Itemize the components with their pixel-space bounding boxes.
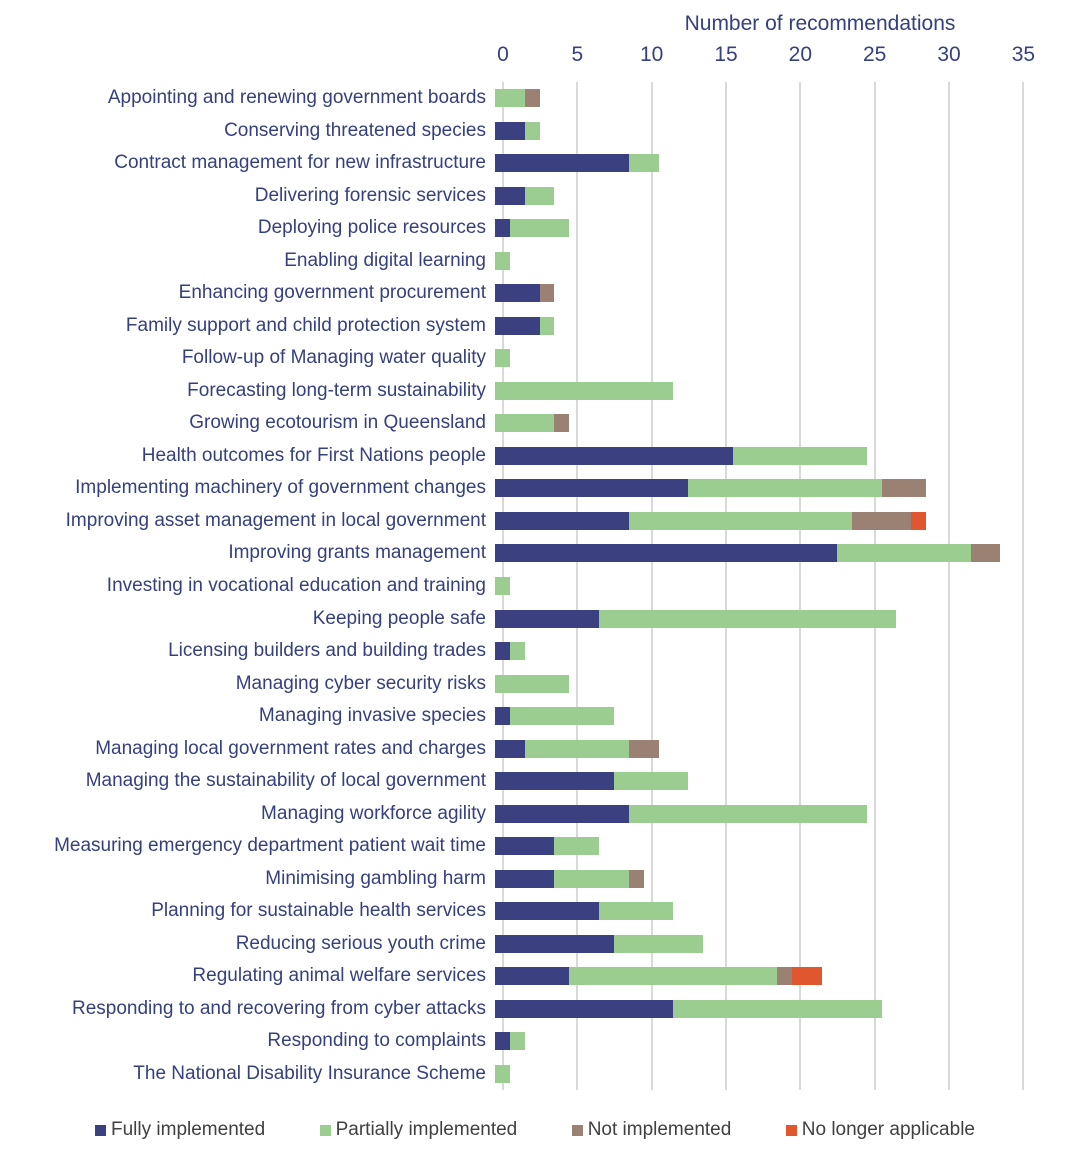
bar-segment-partially-implemented xyxy=(629,154,659,172)
chart-row xyxy=(0,147,1035,180)
bar-segment-partially-implemented xyxy=(525,740,629,758)
bar-track xyxy=(495,382,1035,400)
bar-segment-not-implemented xyxy=(629,870,644,888)
bar-segment-partially-implemented xyxy=(629,512,852,530)
chart-row xyxy=(0,927,1035,960)
chart-row xyxy=(0,245,1035,278)
chart-row xyxy=(0,537,1035,570)
row-label: Responding to and recovering from cyber attacks xyxy=(72,997,486,1019)
bar-segment-fully-implemented xyxy=(495,902,599,920)
row-label: Regulating animal welfare services xyxy=(192,965,486,987)
bar-segment-no-longer-applicable xyxy=(911,512,926,530)
bar-segment-fully-implemented xyxy=(495,219,510,237)
row-label: Responding to complaints xyxy=(267,1030,486,1052)
legend-label: Not implemented xyxy=(587,1119,732,1140)
chart-row xyxy=(0,212,1035,245)
bar-segment-partially-implemented xyxy=(525,187,555,205)
x-axis-tick-label: 15 xyxy=(714,43,738,66)
bar-track xyxy=(495,154,1035,172)
bar-segment-partially-implemented xyxy=(495,675,569,693)
legend-marker xyxy=(786,1125,797,1136)
bar-track xyxy=(495,349,1035,367)
bar-segment-fully-implemented xyxy=(495,740,525,758)
bar-segment-fully-implemented xyxy=(495,935,614,953)
chart-row xyxy=(0,1057,1035,1090)
bar-track xyxy=(495,772,1035,790)
bar-track xyxy=(495,740,1035,758)
bar-segment-not-implemented xyxy=(971,544,1001,562)
bar-track xyxy=(495,837,1035,855)
chart-row xyxy=(0,505,1035,538)
bar-track xyxy=(495,805,1035,823)
legend xyxy=(95,1119,975,1141)
bar-segment-fully-implemented xyxy=(495,1032,510,1050)
x-axis-tick-label: 20 xyxy=(788,43,813,66)
bar-track xyxy=(495,935,1035,953)
legend-marker xyxy=(572,1125,583,1136)
legend-marker xyxy=(320,1125,331,1136)
chart-row xyxy=(0,310,1035,343)
x-axis-tick-label: 25 xyxy=(863,43,887,66)
bar-segment-not-implemented xyxy=(777,967,792,985)
bar-segment-not-implemented xyxy=(629,740,659,758)
chart-row xyxy=(0,180,1035,213)
row-label: Improving asset management in local government xyxy=(65,509,486,531)
row-label: Keeping people safe xyxy=(312,607,486,629)
bar-segment-fully-implemented xyxy=(495,122,525,140)
legend-item xyxy=(95,1119,265,1141)
row-label: Delivering forensic services xyxy=(254,184,486,206)
bar-segment-partially-implemented xyxy=(569,967,777,985)
chart-row xyxy=(0,82,1035,115)
rows xyxy=(0,82,1035,1090)
x-axis-tick-label: 5 xyxy=(571,43,584,66)
chart-row xyxy=(0,602,1035,635)
bar-segment-partially-implemented xyxy=(837,544,971,562)
bar-segment-fully-implemented xyxy=(495,610,599,628)
bar-track xyxy=(495,252,1035,270)
row-label: Family support and child protection system xyxy=(125,314,486,336)
row-label: Follow-up of Managing water quality xyxy=(181,347,486,369)
x-axis-tick-label: 35 xyxy=(1011,43,1036,66)
chart-row xyxy=(0,115,1035,148)
row-label: Forecasting long-term sustainability xyxy=(187,379,486,401)
row-label: Managing invasive species xyxy=(258,705,486,727)
row-label: The National Disability Insurance Scheme xyxy=(133,1062,486,1084)
bar-segment-partially-implemented xyxy=(540,317,555,335)
chart-row xyxy=(0,667,1035,700)
chart-row xyxy=(0,635,1035,668)
legend-item xyxy=(320,1119,518,1141)
bar-segment-partially-implemented xyxy=(495,577,510,595)
x-axis xyxy=(0,43,1072,69)
chart-row xyxy=(0,992,1035,1025)
bar-segment-fully-implemented xyxy=(495,284,540,302)
legend-item xyxy=(572,1119,732,1141)
bar-segment-not-implemented xyxy=(852,512,911,530)
bar-track xyxy=(495,1065,1035,1083)
bar-segment-partially-implemented xyxy=(629,805,867,823)
bar-track xyxy=(495,317,1035,335)
bar-segment-fully-implemented xyxy=(495,544,837,562)
row-label: Managing cyber security risks xyxy=(235,672,486,694)
bar-segment-fully-implemented xyxy=(495,837,554,855)
chart-row xyxy=(0,440,1035,473)
bar-segment-fully-implemented xyxy=(495,479,688,497)
bar-segment-partially-implemented xyxy=(510,642,525,660)
bar-segment-not-implemented xyxy=(882,479,927,497)
legend-label: Partially implemented xyxy=(335,1119,518,1140)
x-axis-tick-label: 30 xyxy=(937,43,961,66)
bar-segment-fully-implemented xyxy=(495,642,510,660)
row-label: Conserving threatened species xyxy=(224,119,486,141)
legend-label: Fully implemented xyxy=(111,1119,266,1140)
chart-row xyxy=(0,1025,1035,1058)
axis-title: Number of recommendations xyxy=(684,12,956,35)
chart-row xyxy=(0,862,1035,895)
row-label: Implementing machinery of government changes xyxy=(75,477,486,499)
bar-track xyxy=(495,1032,1035,1050)
row-label: Managing local government rates and charges xyxy=(95,737,486,759)
row-label: Growing ecotourism in Queensland xyxy=(189,412,486,434)
bar-segment-fully-implemented xyxy=(495,317,540,335)
x-axis-tick-label: 10 xyxy=(639,43,664,66)
chart-row xyxy=(0,407,1035,440)
bar-track xyxy=(495,512,1035,530)
bar-segment-partially-implemented xyxy=(525,122,540,140)
chart-row xyxy=(0,895,1035,928)
chart-row xyxy=(0,830,1035,863)
chart-row xyxy=(0,700,1035,733)
bar-segment-no-longer-applicable xyxy=(792,967,822,985)
legend-label: No longer applicable xyxy=(801,1119,975,1140)
bar-track xyxy=(495,1000,1035,1018)
bar-segment-partially-implemented xyxy=(495,349,510,367)
bar-segment-fully-implemented xyxy=(495,187,525,205)
row-label: Appointing and renewing government boards xyxy=(107,87,486,109)
bar-segment-partially-implemented xyxy=(495,414,554,432)
row-label: Reducing serious youth crime xyxy=(235,932,486,954)
chart-row xyxy=(0,797,1035,830)
bar-track xyxy=(495,122,1035,140)
bar-segment-fully-implemented xyxy=(495,772,614,790)
legend-marker xyxy=(95,1125,106,1136)
bar-track xyxy=(495,707,1035,725)
row-label: Improving grants management xyxy=(228,542,486,564)
bar-track xyxy=(495,967,1035,985)
row-label: Contract management for new infrastructure xyxy=(114,152,486,174)
bar-segment-partially-implemented xyxy=(510,1032,525,1050)
bar-track xyxy=(495,284,1035,302)
row-label: Enhancing government procurement xyxy=(178,282,486,304)
row-label: Deploying police resources xyxy=(257,217,486,239)
row-label: Licensing builders and building trades xyxy=(168,640,486,662)
row-label: Health outcomes for First Nations people xyxy=(141,444,486,466)
chart-row xyxy=(0,277,1035,310)
bar-segment-partially-implemented xyxy=(614,772,688,790)
bar-segment-partially-implemented xyxy=(599,902,673,920)
bar-track xyxy=(495,447,1035,465)
row-label: Minimising gambling harm xyxy=(265,867,486,889)
bar-track xyxy=(495,870,1035,888)
bar-segment-partially-implemented xyxy=(688,479,881,497)
bar-segment-fully-implemented xyxy=(495,1000,673,1018)
row-label: Measuring emergency department patient wait time xyxy=(54,835,486,857)
bar-track xyxy=(495,89,1035,107)
bar-segment-partially-implemented xyxy=(614,935,703,953)
row-label: Investing in vocational education and training xyxy=(106,574,486,596)
x-axis-tick-label: 0 xyxy=(497,43,509,66)
bar-segment-partially-implemented xyxy=(554,837,599,855)
bar-track xyxy=(495,577,1035,595)
bar-segment-fully-implemented xyxy=(495,870,554,888)
bar-segment-partially-implemented xyxy=(599,610,896,628)
bar-track xyxy=(495,642,1035,660)
chart-row xyxy=(0,732,1035,765)
bar-segment-not-implemented xyxy=(540,284,555,302)
bar-track xyxy=(495,479,1035,497)
chart-row xyxy=(0,375,1035,408)
bar-segment-fully-implemented xyxy=(495,447,733,465)
bar-segment-partially-implemented xyxy=(673,1000,881,1018)
bar-track xyxy=(495,187,1035,205)
chart-row xyxy=(0,960,1035,993)
bar-segment-partially-implemented xyxy=(495,252,510,270)
bar-track xyxy=(495,675,1035,693)
legend-item xyxy=(786,1119,975,1141)
bar-segment-not-implemented xyxy=(554,414,569,432)
bar-track xyxy=(495,219,1035,237)
bar-segment-partially-implemented xyxy=(495,382,673,400)
bar-segment-partially-implemented xyxy=(510,707,614,725)
bar-segment-fully-implemented xyxy=(495,154,629,172)
bar-segment-fully-implemented xyxy=(495,512,629,530)
chart-row xyxy=(0,342,1035,375)
chart-row xyxy=(0,472,1035,505)
bar-segment-not-implemented xyxy=(525,89,540,107)
bar-segment-fully-implemented xyxy=(495,967,569,985)
bar-segment-partially-implemented xyxy=(554,870,628,888)
bar-segment-partially-implemented xyxy=(733,447,867,465)
row-label: Managing the sustainability of local government xyxy=(85,770,486,792)
bar-segment-partially-implemented xyxy=(495,1065,510,1083)
bar-track xyxy=(495,902,1035,920)
bar-segment-partially-implemented xyxy=(495,89,525,107)
row-label: Managing workforce agility xyxy=(261,802,486,824)
row-label: Planning for sustainable health services xyxy=(151,900,486,922)
bar-segment-fully-implemented xyxy=(495,805,629,823)
chart-row xyxy=(0,765,1035,798)
bar-track xyxy=(495,610,1035,628)
bar-track xyxy=(495,544,1035,562)
chart-row xyxy=(0,570,1035,603)
bar-track xyxy=(495,414,1035,432)
bar-segment-fully-implemented xyxy=(495,707,510,725)
row-label: Enabling digital learning xyxy=(284,249,486,271)
bar-segment-partially-implemented xyxy=(510,219,569,237)
